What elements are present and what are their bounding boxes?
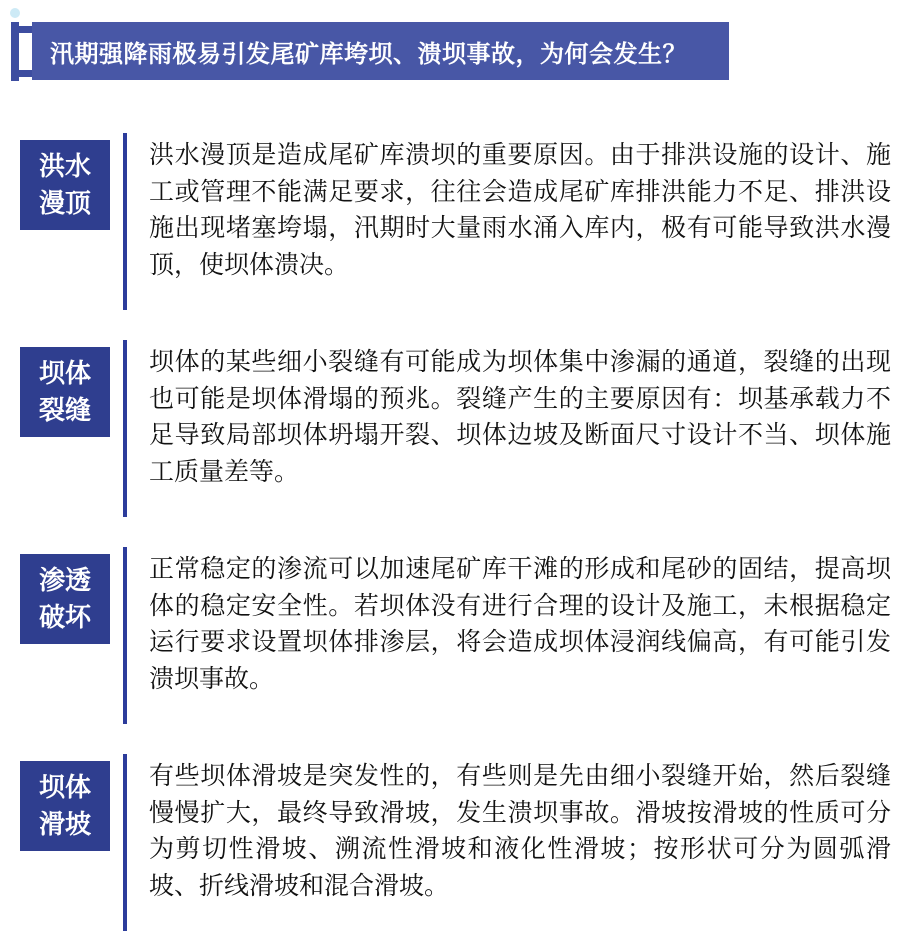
section-body: 有些坝体滑坡是突发性的，有些则是先由细小裂缝开始，然后裂缝慢慢扩大，最终导致滑坡，发生溃坝事故。滑坡按滑坡的性质可分为剪切性滑坡、溯流性滑坡和液化性滑坡；按形状可分为圆弧滑坡、折线滑坡和混合滑坡。	[149, 762, 891, 900]
section-label-line2: 漫顶	[38, 188, 91, 218]
section-body: 洪水漫顶是造成尾矿库溃坝的重要原因。由于排洪设施的设计、施工或管理不能满足要求，往往会造成尾矿库排洪能力不足、排洪设施出现堵塞垮塌，汛期时大量雨水涌入库内，极有可能导致洪水漫顶，使坝体溃决。	[149, 141, 891, 279]
section-divider	[123, 547, 127, 724]
section-label	[20, 140, 110, 230]
section-divider	[123, 340, 127, 517]
header-bar	[32, 22, 729, 80]
section-label-line1: 坝体	[38, 772, 91, 802]
header-bracket-arm-bottom	[11, 70, 33, 77]
header	[0, 0, 907, 80]
section-divider	[123, 754, 127, 931]
section-body: 正常稳定的渗流可以加速尾矿库干滩的形成和尾砂的固结，提高坝体的稳定安全性。若坝体没有进行合理的设计及施工，未根据稳定运行要求设置坝体排渗层，将会造成坝体浸润线偏高，有可能引发溃坝事故。	[149, 555, 891, 693]
section-label-line2: 滑坡	[38, 809, 91, 839]
header-bracket-arm-top	[11, 26, 33, 33]
section-label-line1: 渗透	[38, 565, 91, 595]
section-dam-landslide	[20, 754, 907, 931]
section-label	[20, 761, 110, 851]
section-label-line2: 破坏	[38, 602, 91, 632]
section-flood-overtopping	[20, 133, 907, 310]
section-seepage-failure	[20, 547, 907, 724]
sections-list	[0, 133, 907, 931]
accent-dot	[10, 8, 20, 18]
section-label	[20, 347, 110, 437]
section-label-line2: 裂缝	[38, 395, 91, 425]
section-label	[20, 554, 110, 644]
section-body: 坝体的某些细小裂缝有可能成为坝体集中渗漏的通道，裂缝的出现也可能是坝体滑塌的预兆。裂缝产生的主要原因有：坝基承载力不足导致局部坝体坍塌开裂、坝体边坡及断面尺寸设计不当、坝体施工质量差等。	[149, 348, 891, 486]
section-dam-cracks	[20, 340, 907, 517]
section-divider	[123, 133, 127, 310]
section-label-line1: 洪水	[38, 151, 91, 181]
page-title: 汛期强降雨极易引发尾矿库垮坝、溃坝事故，为何会发生？	[50, 40, 687, 68]
section-label-line1: 坝体	[38, 358, 91, 388]
